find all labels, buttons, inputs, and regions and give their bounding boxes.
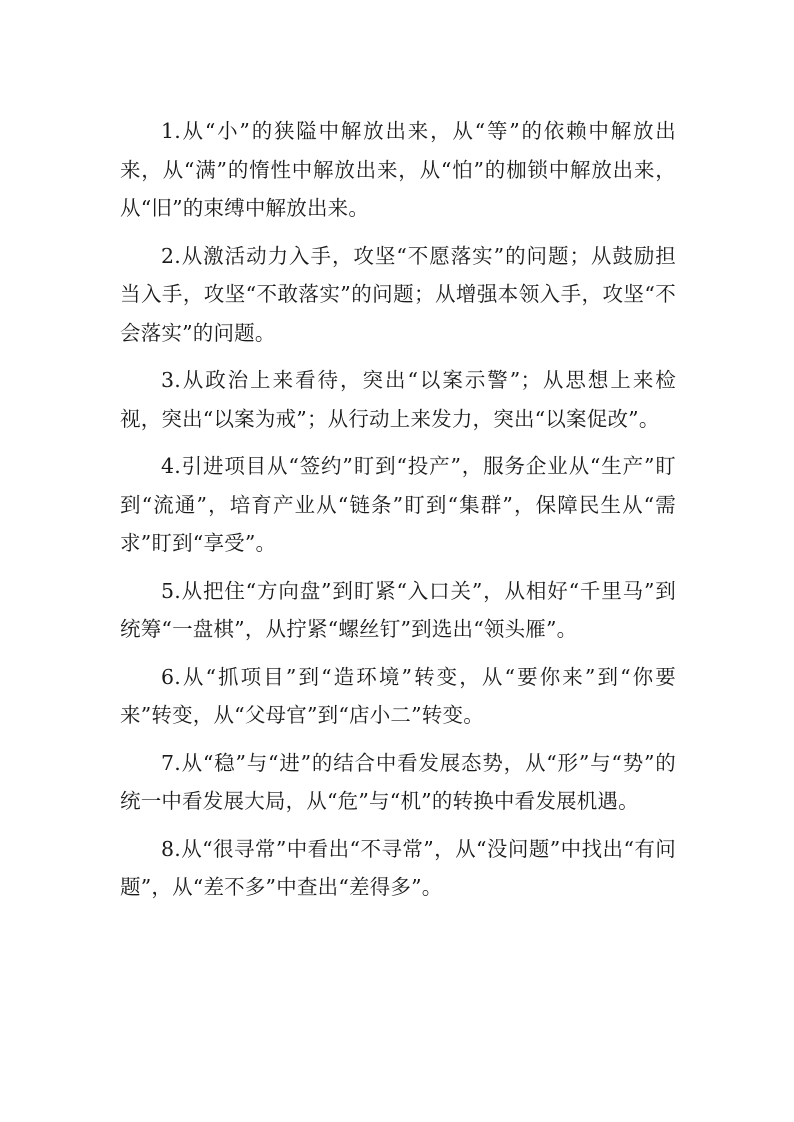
paragraph-8: 8.从“很寻常”中看出“不寻常”，从“没问题”中找出“有问题”，从“差不多”中查出“差得多”。 xyxy=(120,836,676,899)
paragraph-4: 4.引进项目从“签约”盯到“投产”，服务企业从“生产”盯到“流通”，培育产业从“链条”盯到“集群”，保障民生从“需求”盯到“享受”。 xyxy=(120,454,676,555)
paragraph-2: 2.从激活动力入手，攻坚“不愿落实”的问题；从鼓励担当入手，攻坚“不敢落实”的问题；从增强本领入手，攻坚“不会落实”的问题。 xyxy=(120,243,676,345)
paragraph-6: 6.从“抓项目”到“造环境”转变，从“要你来”到“你要来”转变，从“父母官”到“店小二”转变。 xyxy=(120,664,676,727)
document-body xyxy=(120,112,676,916)
paragraph-3: 3.从政治上来看待，突出“以案示警”；从思想上来检视，突出“以案为戒”；从行动上来发力，突出“以案促改”。 xyxy=(120,368,676,431)
paragraph-5: 5.从把住“方向盘”到盯紧“入口关”，从相好“千里马”到统筹“一盘棋”，从拧紧“螺丝钉”到选出“领头雁”。 xyxy=(120,578,676,641)
paragraph-1: 1.从“小”的狭隘中解放出来，从“等”的依赖中解放出来，从“满”的惰性中解放出来，从“怕”的枷锁中解放出来，从“旧”的束缚中解放出来。 xyxy=(120,119,676,220)
paragraph-7: 7.从“稳”与“进”的结合中看发展态势，从“形”与“势”的统一中看发展大局，从“危”与“机”的转换中看发展机遇。 xyxy=(120,750,676,813)
